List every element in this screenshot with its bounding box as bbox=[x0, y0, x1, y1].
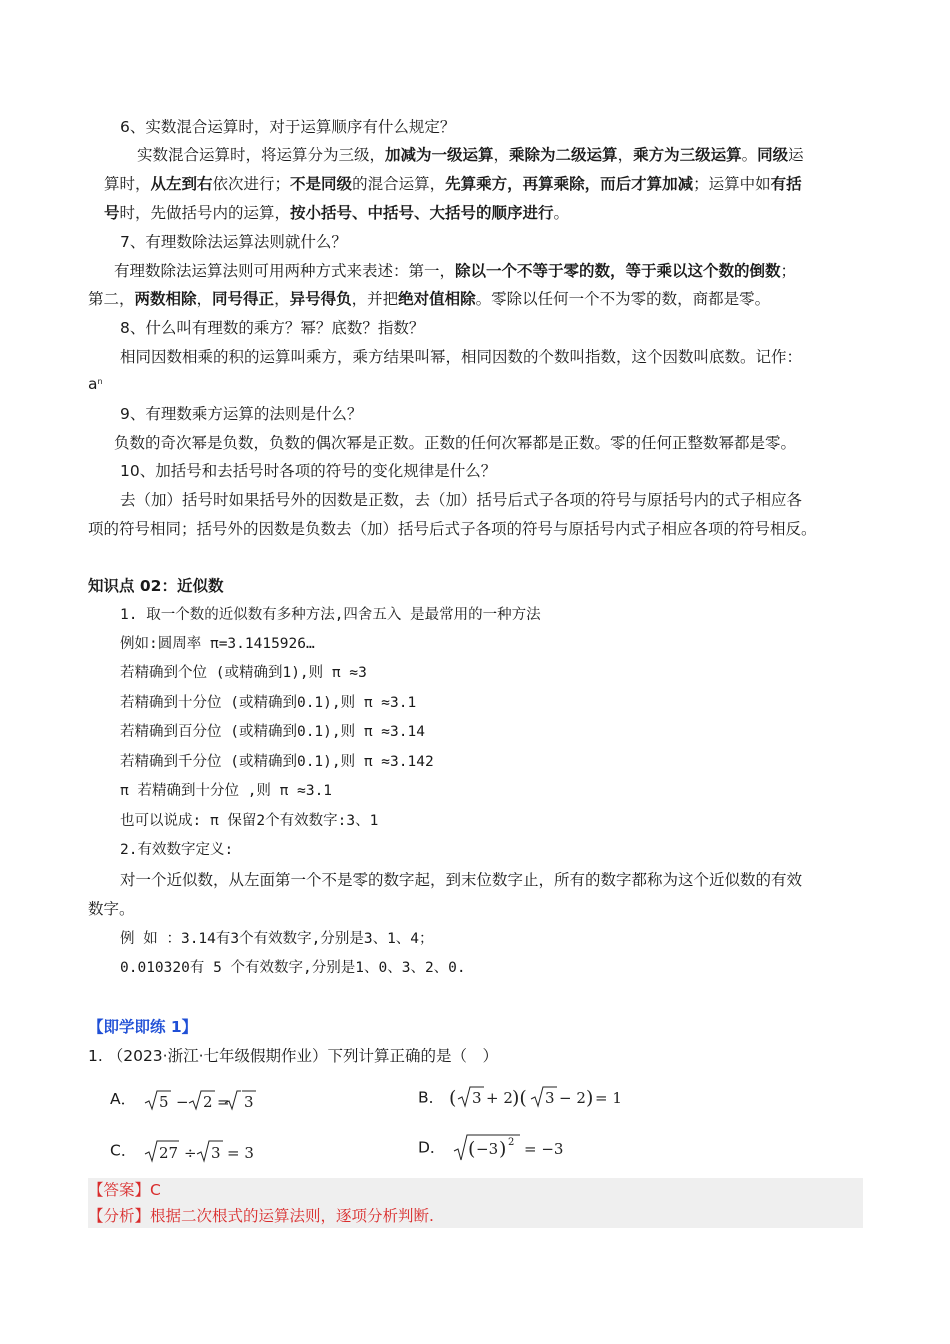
svg-text:= −3: = −3 bbox=[524, 1140, 564, 1158]
text: 。 bbox=[553, 204, 570, 222]
text: ， bbox=[274, 290, 290, 308]
option-a[interactable] bbox=[110, 1086, 258, 1113]
approx-p11: 例 如 ：3.14有3个有效数字,分别是3、1、4； bbox=[120, 931, 434, 947]
svg-text:(: ( bbox=[468, 1138, 476, 1160]
bold-text: 绝对值相除 bbox=[398, 290, 476, 308]
power-notation bbox=[88, 373, 103, 395]
option-a-formula bbox=[141, 1087, 241, 1113]
bold-text: 先算乘方，再算乘除，而后才算加减 bbox=[445, 175, 694, 193]
question-7: 7、有理数除法运算法则就什么？ bbox=[120, 233, 347, 251]
power-base: a bbox=[88, 375, 98, 393]
power-exponent: n bbox=[97, 377, 103, 386]
svg-text:(: ( bbox=[449, 1087, 457, 1109]
svg-text:27: 27 bbox=[159, 1144, 179, 1162]
svg-text:)(: )( bbox=[512, 1087, 527, 1109]
answer-6-line-2 bbox=[104, 173, 802, 195]
bold-text: 异号得负 bbox=[289, 290, 352, 308]
answer-7-line-1 bbox=[114, 260, 796, 282]
svg-text:3: 3 bbox=[472, 1089, 482, 1107]
bold-text: 乘方为三级运算 bbox=[633, 146, 742, 164]
practice-question: 1. （2023·浙江·七年级假期作业）下列计算正确的是（ ） bbox=[88, 1047, 499, 1065]
bold-text: 加减为一级运算 bbox=[385, 146, 494, 164]
section-title: 知识点 02：近似数 bbox=[88, 577, 224, 595]
bold-text: 同号得正 bbox=[212, 290, 275, 308]
approx-p1: 1. 取一个数的近似数有多种方法,四舍五入 是最常用的一种方法 bbox=[120, 607, 541, 623]
svg-text:−3: −3 bbox=[476, 1140, 499, 1158]
option-b[interactable] bbox=[418, 1083, 622, 1113]
question-6: 6、实数混合运算时，对于运算顺序有什么规定？ bbox=[120, 118, 456, 136]
answer-line bbox=[88, 1179, 161, 1201]
bold-text: 乘除为二级运算 bbox=[509, 146, 618, 164]
option-d[interactable] bbox=[418, 1132, 564, 1164]
svg-text:−: − bbox=[176, 1092, 189, 1111]
option-a-formula-tail bbox=[242, 1087, 258, 1113]
analysis-line bbox=[88, 1205, 434, 1227]
bold-text: 有括 bbox=[770, 175, 802, 193]
approx-p9: 2.有效数字定义: bbox=[120, 842, 234, 858]
approx-p4: 若精确到十分位 (或精确到0.1),则 π ≈3.1 bbox=[120, 695, 417, 711]
svg-text:÷: ÷ bbox=[184, 1144, 197, 1162]
svg-text:2: 2 bbox=[508, 1137, 515, 1148]
bold-text: 两数相除 bbox=[134, 290, 197, 308]
option-b-label: B． bbox=[418, 1088, 445, 1107]
analysis-tag: 【分析】 bbox=[88, 1207, 151, 1225]
approx-p5: 若精确到百分位 (或精确到0.1),则 π ≈3.14 bbox=[120, 724, 425, 740]
approx-p10-line-2: 数字。 bbox=[88, 900, 135, 918]
text: 算时， bbox=[104, 175, 151, 193]
approx-p2: 例如:圆周率 π=3.1415926… bbox=[120, 636, 315, 652]
text: 实数混合运算时，将运算分为三级， bbox=[137, 146, 386, 164]
analysis-text: 根据二次根式的运算法则，逐项分析判断. bbox=[150, 1207, 434, 1225]
option-d-label: D． bbox=[418, 1138, 446, 1157]
answer-7-line-2 bbox=[88, 288, 770, 310]
text: ， bbox=[617, 146, 634, 164]
text: 依次进行； bbox=[212, 175, 291, 193]
text: 有理数除法运算法则可用两种方式来表述：第一， bbox=[114, 262, 456, 280]
svg-text:3: 3 bbox=[545, 1089, 555, 1107]
text: 时，先做括号内的运算， bbox=[119, 204, 291, 222]
approx-p3: 若精确到个位 (或精确到1),则 π ≈3 bbox=[120, 665, 367, 681]
approx-p12: 0.010320有 5 个有效数字,分别是1、0、3、2、0. bbox=[120, 960, 466, 976]
text: ；运算中如 bbox=[693, 175, 771, 193]
approx-p6: 若精确到千分位 (或精确到0.1),则 π ≈3.142 bbox=[120, 754, 434, 770]
option-c[interactable] bbox=[110, 1137, 255, 1165]
text: ， bbox=[196, 290, 213, 308]
answer-tag: 【答案】 bbox=[88, 1181, 151, 1199]
answer-10-line-2: 项的符号相同；括号外的因数是负数去（加）括号后式子各项的符号与原括号内式子相应各项的符号相反。 bbox=[88, 520, 817, 538]
bold-text: 同级 bbox=[757, 146, 789, 164]
question-8: 8、什么叫有理数的乘方？幂？底数？指数？ bbox=[120, 319, 425, 337]
option-d-formula bbox=[450, 1132, 564, 1164]
answer-6-line-3 bbox=[104, 202, 569, 224]
practice-title: 【即学即练 1】 bbox=[88, 1018, 198, 1036]
bold-text: 除以一个不等于零的数，等于乘以这个数的倒数 bbox=[455, 262, 781, 280]
answer-value: C bbox=[150, 1181, 161, 1199]
svg-text:3: 3 bbox=[211, 1144, 221, 1162]
approx-p10-line-1: 对一个近似数，从左面第一个不是零的数字起，到末位数字止，所有的数字都称为这个近似数的有效 bbox=[120, 871, 803, 889]
text: ； bbox=[780, 262, 797, 280]
text: 。 bbox=[741, 146, 758, 164]
text: 运 bbox=[788, 146, 804, 164]
option-b-formula bbox=[449, 1083, 622, 1113]
text: 。零除以任何一个不为零的数，商都是零。 bbox=[475, 290, 771, 308]
text: ， bbox=[493, 146, 510, 164]
bold-text: 按小括号、中括号、大括号的顺序进行 bbox=[290, 204, 554, 222]
bold-text: 号 bbox=[104, 204, 120, 222]
svg-text:− 2: − 2 bbox=[559, 1089, 586, 1107]
option-c-formula bbox=[141, 1137, 255, 1165]
text: 的混合运算， bbox=[352, 175, 446, 193]
svg-text:3: 3 bbox=[243, 1092, 254, 1111]
answer-8-line-1: 相同因数相乘的积的运算叫乘方，乘方结果叫幂，相同因数的个数叫指数，这个因数叫底数。记作： bbox=[120, 348, 803, 366]
approx-p7: π 若精确到十分位 ,则 π ≈3.1 bbox=[120, 783, 333, 799]
option-a-label: A． bbox=[110, 1090, 137, 1108]
svg-text:= 3: = 3 bbox=[227, 1144, 255, 1162]
svg-text:= 1: = 1 bbox=[595, 1089, 622, 1107]
option-c-label: C． bbox=[110, 1141, 137, 1160]
svg-text:5: 5 bbox=[159, 1092, 169, 1111]
approx-p8: 也可以说成: π 保留2个有效数字:3、1 bbox=[120, 813, 379, 829]
svg-text:): ) bbox=[499, 1138, 507, 1160]
answer-6-line-1 bbox=[137, 144, 804, 166]
bold-text: 不是同级 bbox=[290, 175, 353, 193]
bold-text: 从左到右 bbox=[150, 175, 213, 193]
answer-9: 负数的奇次幂是负数，负数的偶次幂是正数。正数的任何次幂都是正数。零的任何正整数幂都是零。 bbox=[114, 434, 797, 452]
question-10: 10、加括号和去括号时各项的符号的变化规律是什么？ bbox=[120, 462, 497, 480]
text: ，并把 bbox=[351, 290, 399, 308]
text: 第二， bbox=[88, 290, 135, 308]
svg-text:=: = bbox=[217, 1092, 230, 1111]
svg-text:+ 2: + 2 bbox=[486, 1089, 513, 1107]
svg-text:): ) bbox=[586, 1087, 594, 1109]
question-9: 9、有理数乘方运算的法则是什么？ bbox=[120, 405, 363, 423]
svg-text:2: 2 bbox=[203, 1092, 213, 1111]
answer-10-line-1: 去（加）括号时如果括号外的因数是正数，去（加）括号后式子各项的符号与原括号内的式子相应各 bbox=[120, 491, 803, 509]
